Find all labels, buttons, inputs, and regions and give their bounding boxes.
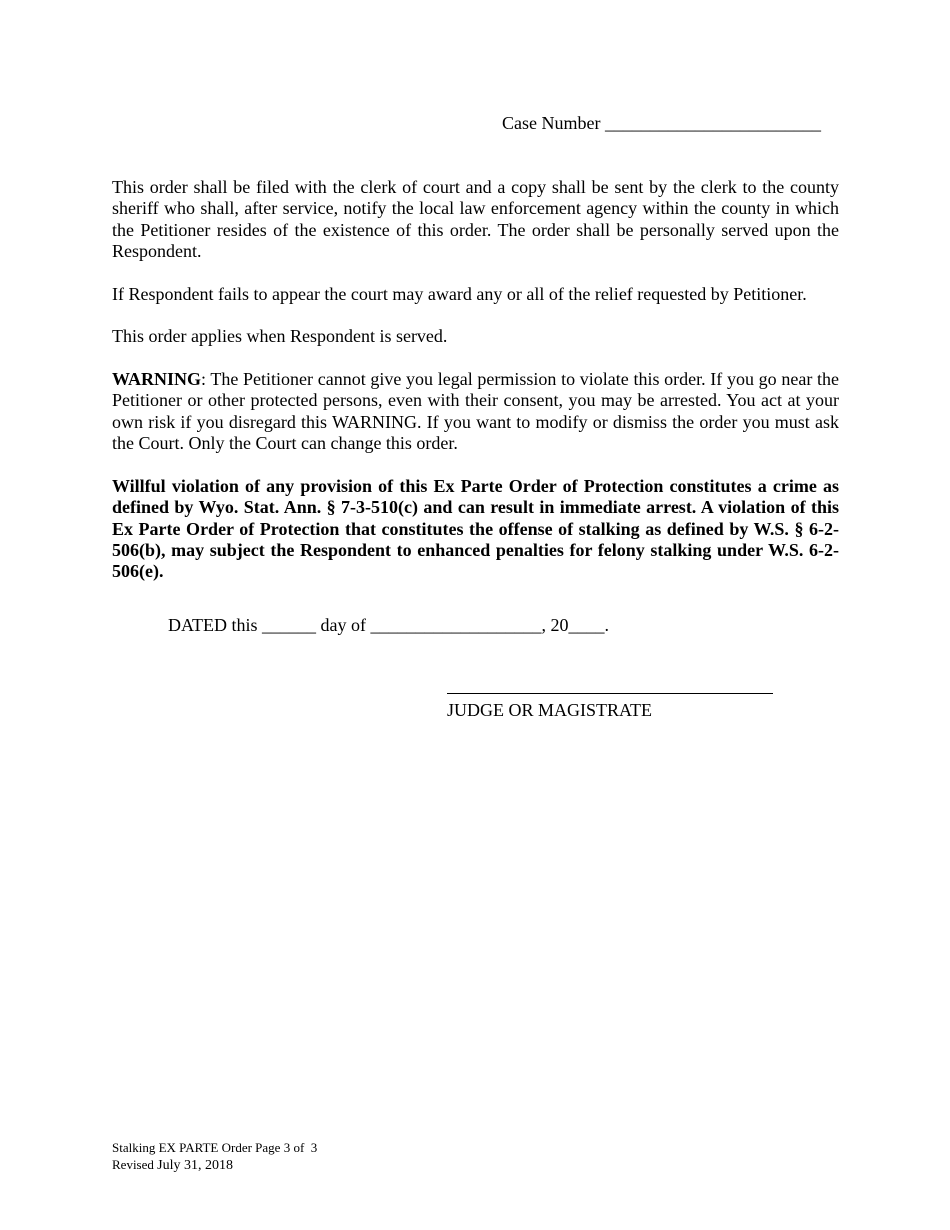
dated-line: DATED this ______ day of ___________________, 20____.: [168, 615, 609, 635]
filing-instructions-paragraph: This order shall be filed with the clerk of court and a copy shall be sent by the clerk to the county sheriff who shall, after service, notify the local law enforcement agency within the county in which the Petitioner resides of the existence of this order. The order shall be personally served upon the Respondent.: [112, 177, 839, 261]
footer-revised: [112, 1156, 317, 1174]
judge-signature-label: JUDGE OR MAGISTRATE: [447, 700, 653, 720]
willful-violation-paragraph: Willful violation of any provision of this Ex Parte Order of Protection constitutes a crime as defined by Wyo. Stat. Ann. § 7-3-510(c) and can result in immediate arrest. A violation of this Ex Parte Order of Protection that constitutes the offense of stalking as defined by W.S. § 6-2-506(b), may subject the Respondent to enhanced penalties for felony stalking under W.S. 6-2-506(e).: [112, 476, 839, 582]
page-footer: [112, 1139, 317, 1174]
signature-line: [447, 693, 773, 694]
footer-revised-label: Revised: [112, 1157, 158, 1172]
warning-paragraph: [112, 369, 839, 454]
order-applies-paragraph: This order applies when Respondent is served.: [112, 326, 448, 346]
warning-label: WARNING: [112, 369, 202, 389]
footer-revised-date: July 31, 2018: [157, 1158, 233, 1173]
warning-text: : The Petitioner cannot give you legal permission to violate this order. If you go near the Petitioner or other protected persons, even with their consent, you may be arrested. You act at your own risk if you disregard this WARNING. If you want to modify or dismiss the order you must ask the Court. Only the Court can change this order.: [112, 369, 839, 453]
failure-to-appear-paragraph: If Respondent fails to appear the court may award any or all of the relief requested by Petitioner.: [112, 284, 807, 304]
footer-page-label: Stalking EX PARTE Order Page 3 of 3: [112, 1140, 318, 1155]
case-number-field: Case Number ________________________: [502, 113, 821, 133]
